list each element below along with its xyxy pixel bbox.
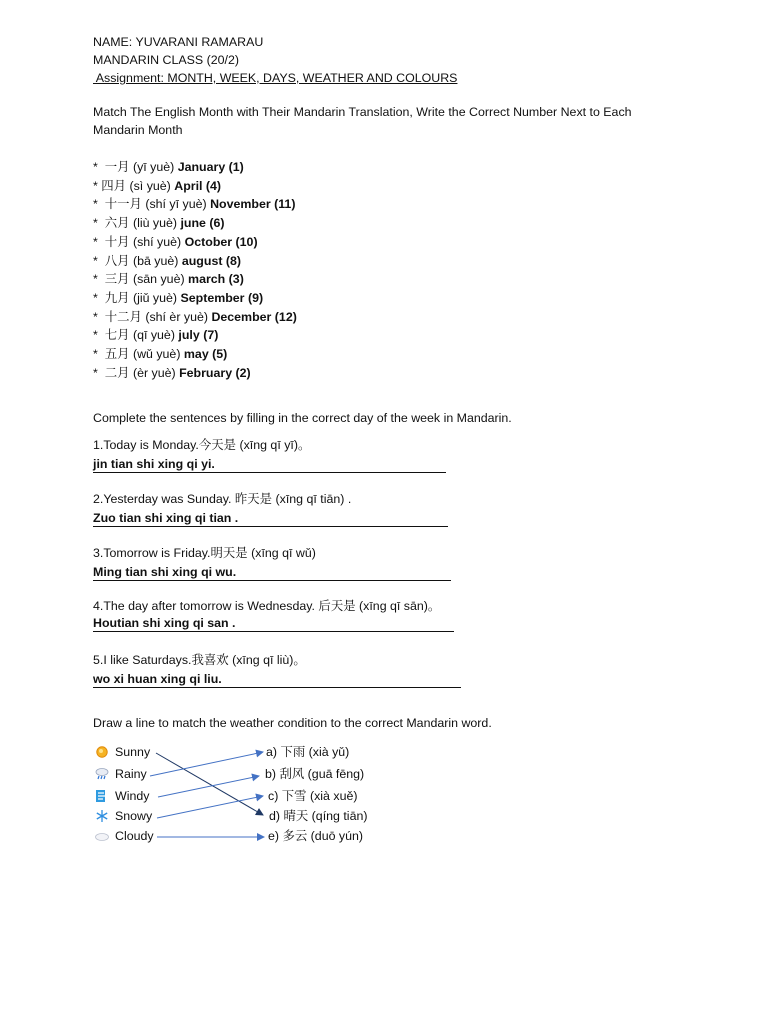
question-5: 5.I like Saturdays.我喜欢 (xīng qī liù)。 <box>93 653 306 667</box>
line-windy-to-b <box>158 776 259 797</box>
month-chinese: 九月 (jiǔ yuè) <box>104 290 181 305</box>
bullet: * <box>93 234 105 249</box>
question-3: 3.Tomorrow is Friday.明天是 (xīng qī wǔ) <box>93 546 316 560</box>
answer-3: Ming tian shi xing qi wu. <box>93 565 451 581</box>
month-instruction-line2: Mandarin Month <box>93 123 183 137</box>
bullet: * <box>93 160 105 174</box>
sun-icon <box>95 745 109 759</box>
bullet: * <box>93 290 105 305</box>
answer-1: jin tian shi xing qi yi. <box>93 457 446 473</box>
question-1: 1.Today is Monday.今天是 (xīng qī yī)。 <box>93 438 311 452</box>
bullet: * <box>93 309 105 324</box>
month-chinese: 二月 (èr yuè) <box>104 365 180 380</box>
bullet: * <box>93 347 105 361</box>
month-english: April (4) <box>174 178 222 193</box>
bullet: * <box>93 272 105 287</box>
month-chinese: 十一月 (shí yī yuè) <box>104 197 211 212</box>
weather-rainy: Rainy <box>95 766 147 782</box>
question-2: 2.Yesterday was Sunday. 昨天是 (xīng qī tiān) . <box>93 492 352 506</box>
student-name: NAME: YUVARANI RAMARAU <box>93 35 264 49</box>
month-chinese: 六月 (liù yuè) <box>104 216 181 231</box>
month-english: march (3) <box>188 272 244 287</box>
weather-sunny: Sunny <box>95 744 150 760</box>
bullet: * <box>93 197 105 212</box>
answer-4: Houtian shi xing qi san . <box>93 616 454 632</box>
rain-cloud-icon <box>95 767 109 781</box>
month-chinese: 四月 (sì yuè) <box>101 178 175 193</box>
line-rainy-to-a <box>150 752 263 776</box>
line-sunny-to-d <box>156 753 263 815</box>
month-instruction-line1: Match The English Month with Their Mandarin Translation, Write the Correct Number Next to Each <box>93 105 632 119</box>
answer-2: Zuo tian shi xing qi tian . <box>93 511 448 527</box>
answer-5: wo xi huan xing qi liu. <box>93 672 461 688</box>
month-chinese: 五月 (wǔ yuè) <box>104 347 184 361</box>
bullet: * <box>93 178 102 193</box>
weather-instruction: Draw a line to match the weather condition to the correct Mandarin word. <box>93 716 492 730</box>
mandarin-option-e: e) 多云 (duō yún) <box>268 829 364 843</box>
mandarin-option-c: c) 下雪 (xià xuě) <box>268 789 358 803</box>
line-snowy-to-c <box>157 796 263 818</box>
month-chinese: 一月 (yī yuè) <box>104 160 178 174</box>
weather-snowy: Snowy <box>95 808 152 824</box>
month-english: may (5) <box>183 347 228 361</box>
month-english: june (6) <box>180 216 225 231</box>
month-chinese: 十月 (shí yuè) <box>104 234 185 249</box>
month-english: august (8) <box>181 253 242 268</box>
snowflake-icon <box>95 809 109 823</box>
bullet: * <box>93 328 105 343</box>
month-english: December (12) <box>211 309 297 324</box>
bullet: * <box>93 253 105 268</box>
month-english: September (9) <box>180 290 264 305</box>
month-english: January (1) <box>177 160 244 174</box>
bullet: * <box>93 365 105 380</box>
wind-icon <box>95 789 109 803</box>
month-english: October (10) <box>184 234 258 249</box>
days-instruction: Complete the sentences by filling in the correct day of the week in Mandarin. <box>93 411 512 425</box>
month-english: February (2) <box>179 365 251 380</box>
month-chinese: 十二月 (shí èr yuè) <box>104 309 212 324</box>
mandarin-option-b: b) 刮风 (guā fēng) <box>265 767 365 781</box>
assignment-title: Assignment: MONTH, WEEK, DAYS, WEATHER AND COLOURS <box>93 71 458 85</box>
bullet: * <box>93 216 105 231</box>
month-chinese: 三月 (sān yuè) <box>104 272 189 287</box>
class-name: MANDARIN CLASS (20/2) <box>93 53 239 67</box>
month-english: july (7) <box>178 328 219 343</box>
month-chinese: 八月 (bā yuè) <box>104 253 182 268</box>
weather-cloudy: Cloudy <box>95 828 154 844</box>
month-chinese: 七月 (qī yuè) <box>104 328 179 343</box>
weather-windy: Windy <box>95 788 149 804</box>
question-4: 4.The day after tomorrow is Wednesday. 后天是 (xīng qī sān)。 <box>93 599 441 613</box>
mandarin-option-d: d) 晴天 (qíng tiān) <box>269 809 368 823</box>
mandarin-option-a: a) 下雨 (xià yǔ) <box>266 745 350 759</box>
cloud-icon <box>95 829 109 843</box>
month-english: November (11) <box>210 197 296 212</box>
